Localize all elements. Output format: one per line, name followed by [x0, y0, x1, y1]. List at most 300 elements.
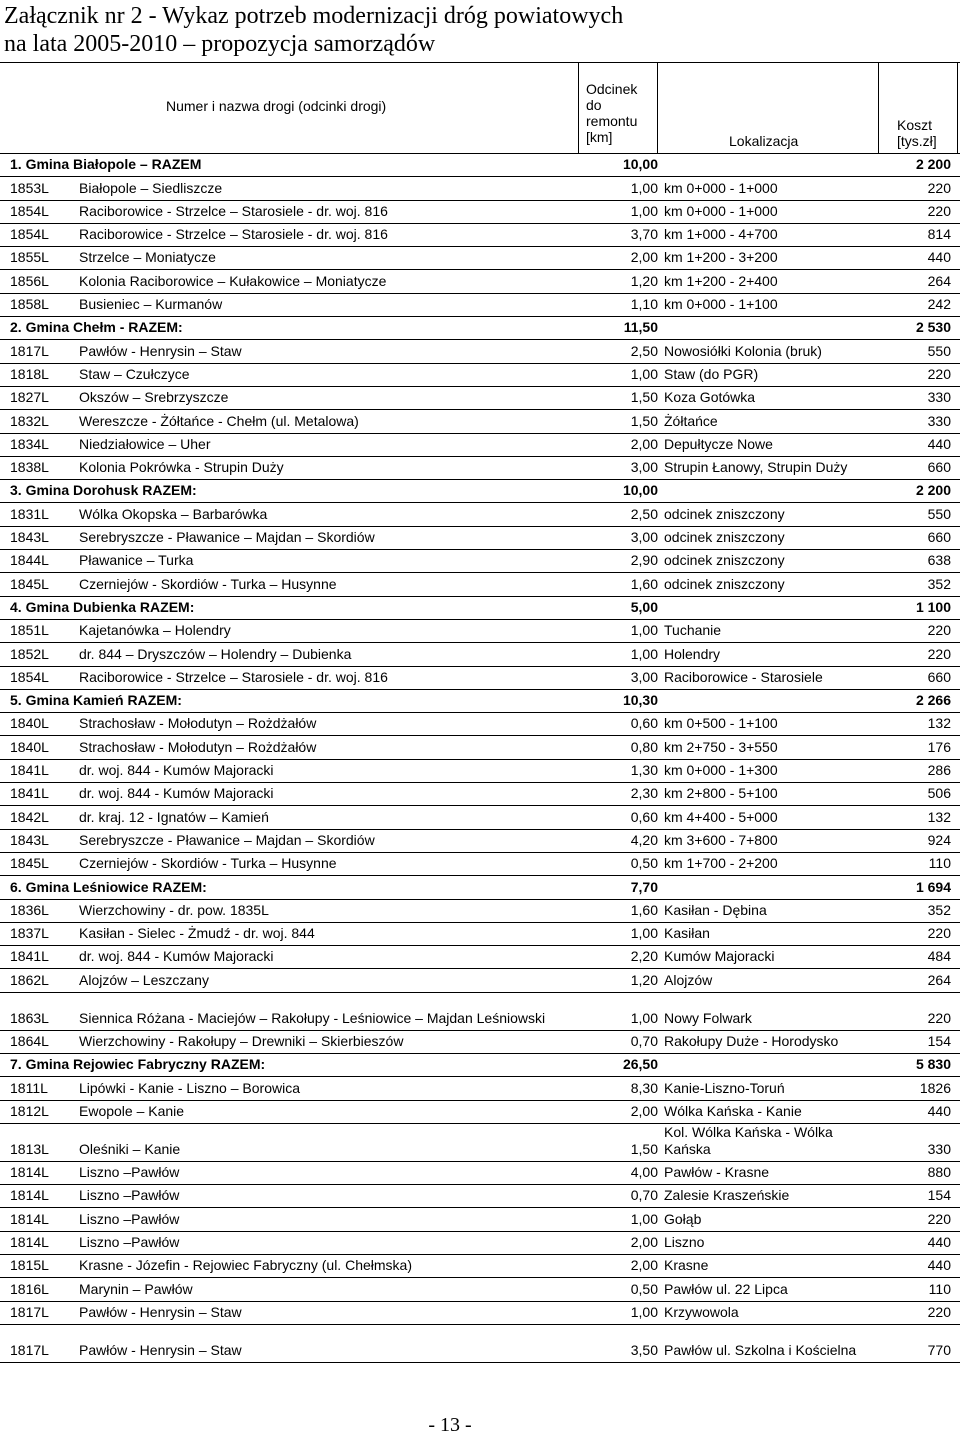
- road-length: 5,00: [630, 598, 658, 615]
- road-cost: 2 200: [915, 482, 951, 499]
- table-row: [0, 713, 960, 736]
- road-location: Nowy Folwark: [664, 1009, 752, 1026]
- road-name: Kolonia Raciborowice – Kułakowice – Moniatycze: [79, 272, 387, 289]
- road-name: Busieniec – Kurmanów: [79, 296, 223, 313]
- road-name: dr. 844 – Dryszczów – Holendry – Dubienka: [79, 645, 352, 662]
- road-length: 0,70: [630, 1187, 658, 1204]
- road-code: 1862L: [10, 971, 49, 988]
- table-row: [0, 503, 960, 526]
- road-length: 11,50: [623, 319, 658, 336]
- table-row: [0, 434, 960, 457]
- road-cost: 5 830: [915, 1056, 951, 1073]
- road-code: 1840L: [10, 738, 49, 755]
- table-row: [0, 224, 960, 247]
- road-length: 1,60: [630, 575, 658, 592]
- road-length: 10,00: [622, 482, 658, 499]
- header-location: Lokalizacja: [729, 133, 799, 149]
- road-length: 3,00: [630, 529, 658, 546]
- road-code: 1827L: [10, 389, 49, 406]
- road-length: 1,00: [630, 365, 658, 382]
- road-length: 1,20: [630, 971, 658, 988]
- road-code: 1852L: [10, 645, 49, 662]
- road-location: odcinek zniszczony: [664, 529, 785, 546]
- road-code: 1815L: [10, 1257, 49, 1274]
- road-code: 1845L: [10, 855, 49, 872]
- roads-table: [0, 154, 960, 1363]
- road-name: Marynin – Pawłów: [79, 1280, 193, 1297]
- road-name: Liszno –Pawłów: [79, 1187, 180, 1204]
- road-cost: 440: [927, 249, 951, 266]
- road-code: 1814L: [10, 1187, 49, 1204]
- table-row: [0, 667, 960, 690]
- table-row: [0, 1232, 960, 1255]
- road-length: 8,30: [630, 1079, 658, 1096]
- road-name: dr. woj. 844 - Kumów Majoracki: [79, 948, 274, 965]
- road-location: Kasiłan: [664, 925, 710, 942]
- road-cost: 660: [927, 529, 951, 546]
- road-cost: 550: [927, 342, 951, 359]
- road-cost: 924: [927, 831, 951, 848]
- road-code: 1854L: [10, 668, 49, 685]
- table-row: [0, 410, 960, 433]
- title-line-1: Załącznik nr 2 - Wykaz potrzeb modernizacji dróg powiatowych: [4, 3, 624, 29]
- road-code: 1854L: [10, 226, 49, 243]
- road-cost: 1826: [919, 1079, 951, 1096]
- road-cost: 550: [927, 505, 951, 522]
- road-name: Raciborowice - Strzelce – Starosiele - dr. woj. 816: [79, 202, 388, 219]
- road-location: km 1+200 - 3+200: [664, 249, 778, 266]
- road-cost: 330: [927, 389, 951, 406]
- header-divider: [657, 62, 658, 154]
- road-cost: 220: [927, 179, 951, 196]
- road-cost: 2 266: [915, 692, 951, 709]
- group-total-row: [0, 480, 960, 503]
- road-name: 5. Gmina Kamień RAZEM:: [10, 692, 182, 709]
- road-code: 1841L: [10, 948, 49, 965]
- road-code: 1841L: [10, 785, 49, 802]
- road-location: km 4+400 - 5+000: [664, 808, 778, 825]
- road-location: Depułtycze Nowe: [664, 435, 773, 452]
- road-location: km 0+000 - 1+000: [664, 179, 778, 196]
- road-location: Krasne: [664, 1257, 709, 1274]
- road-length: 2,00: [630, 1234, 658, 1251]
- table-row: [0, 806, 960, 829]
- header-divider: [957, 62, 958, 154]
- road-code: 1814L: [10, 1164, 49, 1181]
- road-cost: 220: [927, 1210, 951, 1227]
- table-row: [0, 923, 960, 946]
- road-location: Pawłów - Krasne: [664, 1164, 770, 1181]
- road-cost: 132: [927, 715, 951, 732]
- road-name: Oleśniki – Kanie: [79, 1140, 181, 1157]
- road-cost: 264: [927, 272, 951, 289]
- road-length: 1,00: [630, 645, 658, 662]
- road-length: 7,70: [630, 878, 658, 895]
- road-name: Liszno –Pawłów: [79, 1234, 180, 1251]
- table-row: [0, 573, 960, 596]
- group-total-row: [0, 597, 960, 620]
- road-name: Serebryszcze - Pławanice – Majdan – Skordiów: [79, 831, 375, 848]
- road-name: Alojzów – Leszczany: [79, 971, 209, 988]
- road-cost: 638: [927, 552, 951, 569]
- table-row: [0, 1208, 960, 1231]
- road-length: 1,00: [630, 179, 658, 196]
- road-length: 26,50: [622, 1056, 658, 1073]
- road-cost: 242: [927, 296, 951, 313]
- road-location: odcinek zniszczony: [664, 575, 785, 592]
- table-row: [0, 1077, 960, 1100]
- road-name: Kajetanówka – Holendry: [79, 622, 231, 639]
- table-row: [0, 1278, 960, 1301]
- road-cost: 770: [927, 1341, 951, 1358]
- road-cost: 132: [927, 808, 951, 825]
- road-length: 1,00: [630, 1210, 658, 1227]
- road-length: 1,50: [630, 389, 658, 406]
- road-code: 1834L: [10, 435, 49, 452]
- road-cost: 330: [927, 1140, 951, 1157]
- road-location: km 0+000 - 1+100: [664, 296, 778, 313]
- header-name: Numer i nazwa drogi (odcinki drogi): [166, 98, 387, 114]
- road-cost: 110: [928, 1280, 951, 1297]
- road-name: Wierzchowiny - Rakołupy – Drewniki – Skierbieszów: [79, 1032, 404, 1049]
- road-location: Gołąb: [664, 1210, 702, 1227]
- road-length: 1,10: [630, 296, 658, 313]
- road-length: 4,20: [630, 831, 658, 848]
- road-code: 1843L: [10, 529, 49, 546]
- road-location: Staw (do PGR): [664, 365, 759, 382]
- table-row: [0, 900, 960, 923]
- table-row: [0, 783, 960, 806]
- header-cost: Koszt [tys.zł]: [897, 117, 937, 149]
- road-code: 1832L: [10, 412, 49, 429]
- road-name: Pawłów - Henrysin – Staw: [79, 342, 242, 359]
- road-code: 1818L: [10, 365, 49, 382]
- road-cost: 154: [927, 1187, 951, 1204]
- road-name: dr. kraj. 12 - Ignatów – Kamień: [79, 808, 269, 825]
- group-total-row: [0, 154, 960, 177]
- road-code: 1856L: [10, 272, 49, 289]
- road-name: Lipówki - Kanie - Liszno – Borowica: [79, 1079, 300, 1096]
- road-cost: 286: [927, 762, 951, 779]
- road-code: 1814L: [10, 1210, 49, 1227]
- road-code: 1853L: [10, 179, 49, 196]
- road-cost: 352: [927, 901, 951, 918]
- road-name: Wereszcze - Żółtańce - Chełm (ul. Metalowa): [79, 412, 359, 429]
- road-name: Pawłów - Henrysin – Staw: [79, 1303, 242, 1320]
- road-length: 1,20: [630, 272, 658, 289]
- road-cost: 660: [927, 459, 951, 476]
- road-location: odcinek zniszczony: [664, 552, 785, 569]
- road-length: 3,00: [630, 459, 658, 476]
- road-cost: 352: [927, 575, 951, 592]
- road-location: km 1+700 - 2+200: [664, 855, 778, 872]
- road-location: km 0+000 - 1+300: [664, 762, 778, 779]
- road-cost: 110: [928, 855, 951, 872]
- table-row: [0, 294, 960, 317]
- header-divider: [878, 62, 879, 154]
- table-row: [0, 993, 960, 1031]
- road-length: 0,50: [630, 1280, 658, 1297]
- road-location: km 2+800 - 5+100: [664, 785, 778, 802]
- road-name: dr. woj. 844 - Kumów Majoracki: [79, 785, 274, 802]
- group-total-row: [0, 876, 960, 899]
- road-location: Pawłów ul. 22 Lipca: [664, 1280, 788, 1297]
- road-length: 1,50: [630, 412, 658, 429]
- road-length: 2,00: [630, 249, 658, 266]
- road-name: dr. woj. 844 - Kumów Majoracki: [79, 762, 274, 779]
- road-length: 10,00: [622, 156, 658, 173]
- road-code: 1817L: [10, 342, 49, 359]
- road-length: 1,00: [630, 1009, 658, 1026]
- road-location: Zalesie Kraszeńskie: [664, 1187, 790, 1204]
- table-row: [0, 340, 960, 363]
- table-row: [0, 1325, 960, 1363]
- road-cost: 154: [927, 1032, 951, 1049]
- road-length: 2,90: [630, 552, 658, 569]
- table-row: [0, 1302, 960, 1325]
- table-row: [0, 736, 960, 759]
- table-row: [0, 1031, 960, 1054]
- road-code: 1845L: [10, 575, 49, 592]
- table-row: [0, 550, 960, 573]
- road-name: Siennica Różana - Maciejów – Rakołupy - Leśniowice – Majdan Leśniowski: [79, 1009, 546, 1026]
- road-length: 0,60: [630, 715, 658, 732]
- road-name: Okszów – Srebrzyszcze: [79, 389, 229, 406]
- road-cost: 264: [927, 971, 951, 988]
- road-location: Kanie-Liszno-Toruń: [664, 1079, 785, 1096]
- road-name: 7. Gmina Rejowiec Fabryczny RAZEM:: [10, 1056, 266, 1073]
- road-location: Żółtańce: [664, 412, 718, 429]
- road-cost: 220: [927, 1009, 951, 1026]
- road-name: Staw – Czułczyce: [79, 365, 190, 382]
- road-name: Niedziałowice – Uher: [79, 435, 211, 452]
- row-underline: [0, 1362, 960, 1363]
- group-total-row: [0, 1054, 960, 1077]
- group-total-row: [0, 690, 960, 713]
- header-divider: [578, 62, 579, 154]
- road-location: km 0+000 - 1+000: [664, 202, 778, 219]
- road-cost: 506: [927, 785, 951, 802]
- road-name: Strzelce – Moniatycze: [79, 249, 216, 266]
- road-code: 1851L: [10, 622, 49, 639]
- road-name: Czerniejów - Skordiów - Turka – Husynne: [79, 575, 337, 592]
- road-length: 0,70: [630, 1032, 658, 1049]
- road-cost: 484: [927, 948, 951, 965]
- road-name: 2. Gmina Chełm - RAZEM:: [10, 319, 183, 336]
- road-length: 0,80: [630, 738, 658, 755]
- road-cost: 220: [927, 202, 951, 219]
- road-length: 1,00: [630, 622, 658, 639]
- road-name: 1. Gmina Białopole – RAZEM: [10, 156, 202, 173]
- road-cost: 1 694: [915, 878, 951, 895]
- road-length: 1,30: [630, 762, 658, 779]
- table-row: [0, 1255, 960, 1278]
- road-cost: 220: [927, 365, 951, 382]
- header-top-rule: [0, 62, 960, 63]
- road-location: odcinek zniszczony: [664, 505, 785, 522]
- table-row: [0, 247, 960, 270]
- road-cost: 1 100: [915, 598, 951, 615]
- road-code: 1855L: [10, 249, 49, 266]
- table-row: [0, 177, 960, 200]
- road-location: Kol. Wólka Kańska - Wólka Kańska: [664, 1123, 833, 1157]
- road-name: Strachosław - Mołodutyn – Rożdżałów: [79, 738, 317, 755]
- road-location: km 0+500 - 1+100: [664, 715, 778, 732]
- road-code: 1844L: [10, 552, 49, 569]
- road-name: Kasiłan - Sielec - Żmudź - dr. woj. 844: [79, 925, 315, 942]
- road-cost: 2 530: [915, 319, 951, 336]
- road-name: Raciborowice - Strzelce – Starosiele - dr. woj. 816: [79, 226, 388, 243]
- road-location: Raciborowice - Starosiele: [664, 668, 823, 685]
- road-name: Serebryszcze - Pławanice – Majdan – Skordiów: [79, 529, 375, 546]
- road-length: 3,70: [630, 226, 658, 243]
- road-location: Koza Gotówka: [664, 389, 756, 406]
- road-name: Pławanice – Turka: [79, 552, 194, 569]
- road-length: 1,50: [630, 1140, 658, 1157]
- road-code: 1842L: [10, 808, 49, 825]
- road-cost: 440: [927, 1257, 951, 1274]
- road-length: 3,00: [630, 668, 658, 685]
- road-location: Holendry: [664, 645, 721, 662]
- table-row: [0, 643, 960, 666]
- road-cost: 440: [927, 435, 951, 452]
- road-code: 1854L: [10, 202, 49, 219]
- road-location: km 1+200 - 2+400: [664, 272, 778, 289]
- table-row: [0, 1101, 960, 1124]
- road-length: 2,20: [630, 948, 658, 965]
- road-cost: 330: [927, 412, 951, 429]
- road-code: 1811L: [10, 1079, 48, 1096]
- road-length: 1,00: [630, 202, 658, 219]
- road-cost: 880: [927, 1164, 951, 1181]
- road-length: 2,50: [630, 342, 658, 359]
- road-code: 1840L: [10, 715, 49, 732]
- table-row: [0, 270, 960, 293]
- road-name: Krasne - Józefin - Rejowiec Fabryczny (ul. Chełmska): [79, 1257, 412, 1274]
- road-location: Strupin Łanowy, Strupin Duży: [664, 459, 848, 476]
- road-code: 1858L: [10, 296, 49, 313]
- table-row: [0, 620, 960, 643]
- table-row: [0, 760, 960, 783]
- road-cost: 220: [927, 925, 951, 942]
- road-code: 1841L: [10, 762, 49, 779]
- road-name: Białopole – Siedliszcze: [79, 179, 223, 196]
- road-length: 1,60: [630, 901, 658, 918]
- road-name: 6. Gmina Leśniowice RAZEM:: [10, 878, 207, 895]
- table-row: [0, 1185, 960, 1208]
- road-code: 1843L: [10, 831, 49, 848]
- road-code: 1816L: [10, 1280, 49, 1297]
- road-location: Kumów Majoracki: [664, 948, 775, 965]
- road-name: Liszno –Pawłów: [79, 1210, 180, 1227]
- road-location: km 2+750 - 3+550: [664, 738, 778, 755]
- road-name: Wólka Okopska – Barbarówka: [79, 505, 268, 522]
- table-row: [0, 1124, 960, 1162]
- road-length: 2,00: [630, 1257, 658, 1274]
- road-code: 1831L: [10, 505, 49, 522]
- road-length: 0,60: [630, 808, 658, 825]
- table-row: [0, 1162, 960, 1185]
- road-location: Pawłów ul. Szkolna i Kościelna: [664, 1341, 857, 1358]
- road-name: 3. Gmina Dorohusk RAZEM:: [10, 482, 197, 499]
- road-location: Krzywowola: [664, 1303, 739, 1320]
- table-row: [0, 969, 960, 992]
- road-name: Czerniejów - Skordiów - Turka – Husynne: [79, 855, 337, 872]
- table-row: [0, 364, 960, 387]
- table-row: [0, 457, 960, 480]
- page-number: - 13 -: [428, 1414, 472, 1436]
- road-location: km 1+000 - 4+700: [664, 226, 778, 243]
- road-location: Rakołupy Duże - Horodysko: [664, 1032, 839, 1049]
- road-code: 1863L: [10, 1009, 49, 1026]
- table-row: [0, 387, 960, 410]
- table-row: [0, 853, 960, 876]
- road-length: 10,30: [622, 692, 658, 709]
- road-code: 1837L: [10, 925, 49, 942]
- road-cost: 220: [927, 1303, 951, 1320]
- road-location: Liszno: [664, 1234, 705, 1251]
- header-length: Odcinek do remontu [km]: [586, 81, 638, 145]
- table-row: [0, 201, 960, 224]
- road-location: Nowosiółki Kolonia (bruk): [664, 342, 822, 359]
- road-cost: 176: [927, 738, 951, 755]
- road-length: 1,00: [630, 925, 658, 942]
- road-cost: 814: [927, 226, 951, 243]
- title-line-2: na lata 2005-2010 – propozycja samorządów: [4, 31, 436, 57]
- road-code: 1817L: [10, 1303, 49, 1320]
- road-cost: 440: [927, 1234, 951, 1251]
- road-length: 1,00: [630, 1303, 658, 1320]
- road-location: Kasiłan - Dębina: [664, 901, 767, 918]
- road-length: 2,00: [630, 1102, 658, 1119]
- road-length: 2,30: [630, 785, 658, 802]
- road-cost: 2 200: [915, 156, 951, 173]
- road-length: 4,00: [630, 1164, 658, 1181]
- road-name: Pawłów - Henrysin – Staw: [79, 1341, 242, 1358]
- road-name: Wierzchowiny - dr. pow. 1835L: [79, 901, 269, 918]
- road-name: Kolonia Pokrówka - Strupin Duży: [79, 459, 284, 476]
- road-name: Ewopole – Kanie: [79, 1102, 185, 1119]
- table-row: [0, 830, 960, 853]
- road-location: Wólka Kańska - Kanie: [664, 1102, 802, 1119]
- road-code: 1836L: [10, 901, 49, 918]
- road-length: 2,00: [630, 435, 658, 452]
- document-title: [4, 2, 623, 58]
- road-cost: 440: [927, 1102, 951, 1119]
- road-name: Liszno –Pawłów: [79, 1164, 180, 1181]
- road-code: 1812L: [10, 1102, 49, 1119]
- road-cost: 220: [927, 622, 951, 639]
- road-name: Raciborowice - Strzelce – Starosiele - dr. woj. 816: [79, 668, 388, 685]
- road-location: km 3+600 - 7+800: [664, 831, 778, 848]
- road-cost: 660: [927, 668, 951, 685]
- road-code: 1814L: [10, 1234, 49, 1251]
- road-location: Tuchanie: [664, 622, 722, 639]
- group-total-row: [0, 317, 960, 340]
- road-cost: 220: [927, 645, 951, 662]
- road-name: 4. Gmina Dubienka RAZEM:: [10, 598, 195, 615]
- road-code: 1864L: [10, 1032, 49, 1049]
- road-location: Alojzów: [664, 971, 713, 988]
- road-code: 1817L: [10, 1341, 49, 1358]
- road-length: 3,50: [630, 1341, 658, 1358]
- road-code: 1813L: [10, 1140, 49, 1157]
- table-row: [0, 527, 960, 550]
- road-length: 0,50: [630, 855, 658, 872]
- road-length: 2,50: [630, 505, 658, 522]
- road-name: Strachosław - Mołodutyn – Rożdżałów: [79, 715, 317, 732]
- road-code: 1838L: [10, 459, 49, 476]
